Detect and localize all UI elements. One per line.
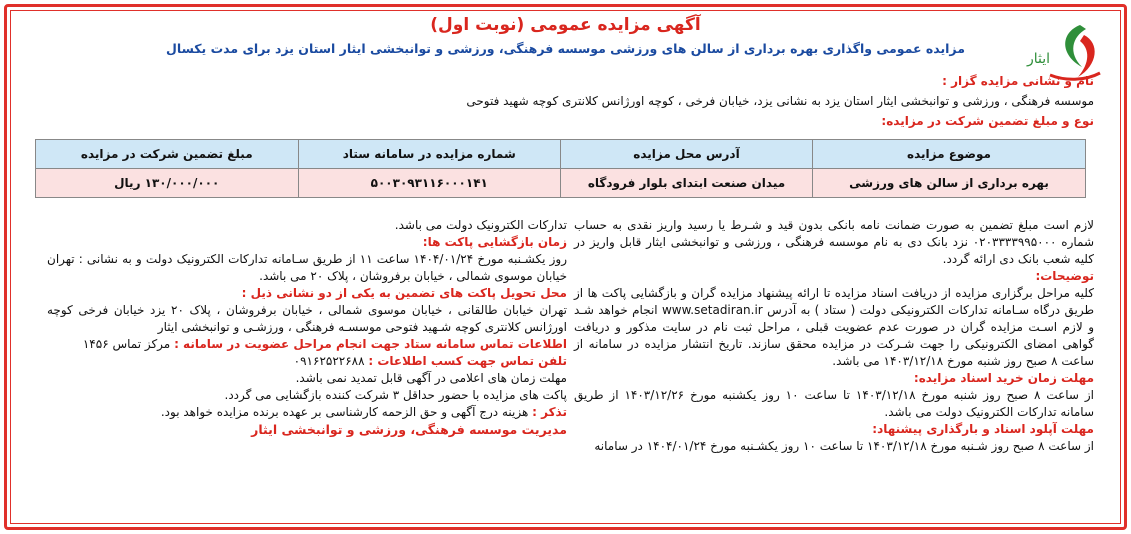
left-intro: تدارکات الکترونیک دولت می باشد.: [394, 218, 567, 232]
note-line: [47, 404, 567, 421]
table-header-cell: مبلغ تضمین شرکت در مزایده: [36, 140, 299, 169]
organizer-value: موسسه فرهنگی ، ورزشی و توانبخشی ایثار استان یزد به نشانی یزد، خیابان فرخی ، کوچه اورژانس کلانتری کوچه شهید فتوحی: [466, 94, 1094, 108]
opening-label: زمان بازگشایی پاکت ها:: [422, 235, 567, 249]
phone-label: تلفن تماس جهت کسب اطلاعات :: [368, 354, 567, 368]
notes-label: توضیحات:: [1035, 269, 1094, 283]
setad-value: مرکز تماس ۱۴۵۶: [82, 337, 171, 351]
setad-line: [47, 336, 567, 353]
upload-label: مهلت آپلود اسناد و بارگذاری پیشنهاد:: [872, 422, 1094, 436]
table-cell: میدان صنعت ابتدای بلوار فرودگاه: [561, 169, 813, 198]
table-header-cell: موضوع مزایده: [813, 140, 1086, 169]
table-cell: ۵۰۰۳۰۹۳۱۱۶۰۰۰۱۴۱: [298, 169, 561, 198]
purchase-label: مهلت زمان خرید اسناد مزایده:: [913, 371, 1094, 385]
table-header-cell: آدرس محل مزایده: [561, 140, 813, 169]
table-row: [36, 169, 1086, 198]
purchase-text: از ساعت ۸ صبح روز شنبه مورخ ۱۴۰۳/۱۲/۱۸ تا ساعت ۱۰ روز یکشنبه مورخ ۱۴۰۳/۱۲/۲۶ از طریق سامانه تدارکات الکترونیک دولت می باشد.: [574, 388, 1094, 419]
phone-line: [47, 353, 567, 370]
delivery-label: محل تحویل پاکت های تضمین به یکی از دو نشانی ذیل :: [241, 286, 567, 300]
notes-text: کلیه مراحل برگزاری مزایده از دریافت اسناد مزایده تا ارائه پیشنهاد مزایده گران و بازگشایی پاکت ها از طریق درگاه سـامانه تدارکات الکترونیکی دولت ( ستاد ) به آدرس www.setadiran.ir انجام خواهد شـد و لازم اسـت مزایده گران در صورت عدم عضویت قبلی ، مراحل ثبت نام در سایت مذکور و دریافت گواهی امضای الکترونیکی را جهت شـرکت در مزایده محقق سازند. تاریخ انتشار مزایده در سامانه از ساعت ۸ صبح روز شنبه مورخ ۱۴۰۳/۱۲/۱۸ می باشد.: [574, 286, 1095, 368]
note-text: هزینه درج آگهی و حق الزحمه کارشناسی بر عهده برنده مزایده خواهد بود.: [160, 405, 529, 419]
table-header-row: [36, 140, 1086, 169]
table-header-cell: شماره مزایده در سامانه ستاد: [298, 140, 561, 169]
setad-label: اطلاعات تماس سامانه ستاد جهت انجام مراحل عضویت در سامانه :: [174, 337, 567, 351]
phone-value: ۰۹۱۶۲۵۲۲۶۸۸: [293, 354, 365, 368]
opening-text: روز یکشـنبه مورخ ۱۴۰۴/۰۱/۲۴ ساعت ۱۱ از طریق سـامانه تدارکات الکترونیک دولت و به نشانی : تهران خیابان موسوی شمالی ، خیابان برفروشان ، پلاک ۲۰ می باشد.: [47, 252, 567, 283]
logo-text: ایثار: [1026, 51, 1050, 67]
page-subtitle: مزایده عمومی واگذاری بهره برداری از سالن های ورزشی موسسه فرهنگی، ورزشی و توانبخشی ایثار استان یزد برای مدت یکسال: [166, 41, 965, 56]
note-label: تذکر :: [532, 405, 567, 419]
deposit-label-line: [881, 113, 1094, 130]
right-column: [574, 217, 1094, 455]
open-text: پاکت های مزایده با حضور حداقل ۳ شرکت کننده بازگشایی می گردد.: [224, 388, 567, 402]
organizer-label: نام و نشانی مزایده گزار :: [942, 74, 1094, 88]
deposit-text: لازم است مبلغ تضمین به صورت ضمانت نامه بانکی بدون قید و شـرط یا رسید واریز نقدی به حساب شماره ۰۲۰۳۳۳۳۹۹۵۰۰۰ نزد بانک دی به نام موسسه فرهنگی ، ورزشی و توانبخشی ایثار قابل واریز در کلیه شعب بانک دی ارائه گردد.: [574, 218, 1095, 266]
upload-text: از ساعت ۸ صبح روز شـنبه مورخ ۱۴۰۳/۱۲/۱۸ تا ساعت ۱۰ روز یکشـنبه مورخ ۱۴۰۴/۰۱/۲۴ در سامانه: [594, 439, 1094, 453]
organizer-label-line: [942, 73, 1094, 90]
signature: مدیریت موسسه فرهنگی، ورزشی و توانبخشی ایثار: [251, 422, 567, 437]
deposit-label: نوع و مبلغ تضمین شرکت در مزایده:: [881, 114, 1094, 128]
table-cell: ۱۳۰/۰۰۰/۰۰۰ ریال: [36, 169, 299, 198]
ad-frame: [4, 4, 1127, 530]
deadline-text: مهلت زمان های اعلامی در آگهی قابل تمدید نمی باشد.: [295, 371, 567, 385]
auction-table: [35, 139, 1086, 198]
left-column: [47, 217, 567, 438]
delivery-text: تهران خیابان طالقانی ، خیابان موسوی شمالی ، خیابان برفروشان ، پلاک ۲۰ یزد خیابان فرخی کوچه اورژانس کلانتری کوچه شـهید فتوحی موسسـه فرهنگی ، ورزشـی و توانبخشی ایثار: [47, 303, 567, 334]
table-cell: بهره برداری از سالن های ورزشی: [813, 169, 1086, 198]
page-title: آگهی مزایده عمومی (نوبت اول): [430, 15, 701, 35]
